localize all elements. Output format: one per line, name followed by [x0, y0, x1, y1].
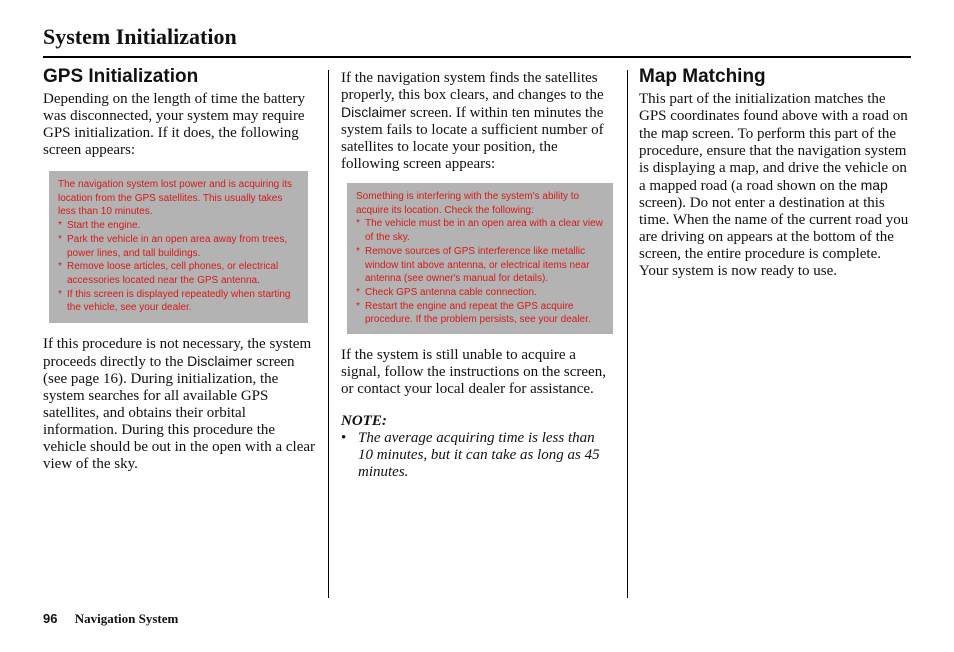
screen-checklist-item: * If this screen is displayed repeatedly when starting the vehicle, see your dealer.: [58, 288, 299, 315]
footer-label: Navigation System: [74, 611, 179, 626]
note-text: The average acquiring time is less than 10 minutes, but it can take as long as 45 minutes.: [358, 430, 600, 480]
screen-message: Something is interfering with the system's ability to acquire its location. Check the following:: [356, 191, 580, 216]
map-matching-paragraph: [639, 91, 911, 280]
paragraph-text: screen. To perform this part of the procedure, ensure that the navigation system is displaying a map, and drive the vehicle on a mapped road (a road shown on the: [639, 126, 907, 194]
column-divider: [627, 70, 628, 598]
note-label: NOTE:: [341, 413, 387, 429]
screen-checklist-item: * Start the engine.: [58, 219, 299, 233]
screen-checklist-item: * Park the vehicle in an open area away from trees, power lines, and tall buildings.: [58, 233, 299, 260]
paragraph-text: screen. If within ten minutes the system fails to locate a sufficient number of satellites to locate your position, the following screen appears:: [341, 105, 604, 172]
map-screen-reference: map: [661, 125, 689, 141]
map-screen-reference: map: [860, 177, 888, 193]
paragraph-text: screen (see page 16). During initialization, the system searches for all available GPS satellites, and obtains their orbital information. During this procedure the vehicle should be out in the open with a clear view of the sky.: [43, 354, 315, 472]
gps-intro-paragraph: Depending on the length of time the battery was disconnected, your system may require GPS initialization. If it does, the following screen appears:: [43, 91, 306, 158]
paragraph-text: If the navigation system finds the satellites properly, this box clears, and changes to the: [341, 70, 604, 103]
satellite-search-paragraph: [341, 70, 613, 173]
disclaimer-screen-reference: Disclaimer: [187, 353, 253, 369]
screen-checklist-item: * The vehicle must be in an open area with a clear view of the sky.: [356, 217, 604, 244]
screen-message: The navigation system lost power and is acquiring its location from the GPS satellites. This usually takes less than 10 minutes.: [58, 179, 293, 218]
column-divider: [328, 70, 329, 598]
page-footer: [43, 611, 178, 627]
gps-interference-screen: [347, 183, 613, 334]
paragraph-text: screen). Do not enter a destination at this time. When the name of the current road you are driving on appears at the bottom of the screen, the entire procedure is complete. Your system is now ready to use.: [639, 195, 909, 279]
unable-to-acquire-paragraph: If the system is still unable to acquire a signal, follow the instructions on the screen, or contact your local dealer for assistance.: [341, 347, 606, 397]
page-number: 96: [43, 611, 58, 626]
screen-checklist-item: * Remove loose articles, cell phones, or electrical accessories located near the GPS antenna.: [58, 260, 299, 287]
paragraph-text: If this procedure is not necessary, the system proceeds directly to the: [43, 336, 312, 370]
disclaimer-screen-reference: Disclaimer: [341, 104, 407, 120]
screen-checklist-item: * Remove sources of GPS interference like metallic window tint above antenna, or electrical items near antenna (see owner's manual for details).: [356, 245, 604, 286]
column-map-matching: [639, 66, 911, 280]
column-satellite-search: [341, 70, 613, 481]
title-rule: [43, 56, 911, 58]
note-item: [341, 430, 613, 481]
page-title: System Initialization: [43, 24, 237, 49]
column-gps-initialization: [43, 66, 315, 473]
bullet-icon: •: [341, 430, 347, 446]
screen-checklist-item: * Check GPS antenna cable connection.: [356, 286, 604, 300]
section-heading-gps-initialization: GPS Initialization: [43, 66, 199, 87]
paragraph-text: This part of the initialization matches the GPS coordinates found above with a road on the: [639, 91, 908, 142]
gps-procedure-paragraph: [43, 336, 315, 473]
screen-checklist: [58, 219, 299, 315]
screen-checklist-item: * Restart the engine and repeat the GPS acquire procedure. If the problem persists, see your dealer.: [356, 300, 604, 327]
screen-checklist: [356, 217, 604, 327]
gps-acquiring-screen: [49, 171, 308, 323]
section-heading-map-matching: Map Matching: [639, 66, 766, 87]
